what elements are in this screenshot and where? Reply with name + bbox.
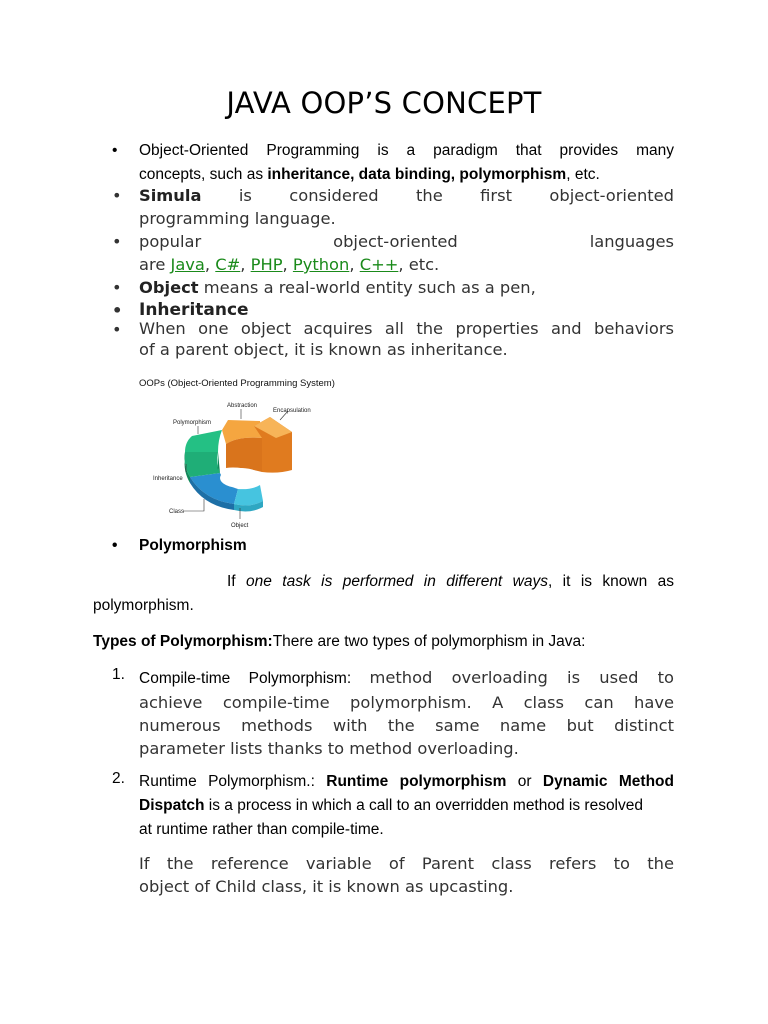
text-line [93,570,674,594]
bullet-icon: • [112,232,122,251]
text-line: at runtime rather than compile-time. [139,821,384,838]
separator: , [240,255,251,274]
separator: , [204,255,216,274]
bold-text: Polymorphism [139,537,247,554]
bold-text: Object [139,278,199,297]
text-line: of a parent object, it is known as inheritance. [139,340,508,359]
bullet-icon: • [112,278,122,297]
text: Runtime Polymorphism.: [139,773,327,790]
text-line: numerous methods with the same name but distinct [139,716,674,735]
ring-segment-polymorphism [185,430,222,452]
bold-text: Dynamic Method [542,773,674,790]
bold-text: Simula [139,186,202,205]
list-number: 1. [112,666,125,683]
link-php[interactable]: PHP [250,255,283,274]
link-java[interactable]: Java [170,255,205,274]
text: Compile-time Polymorphism: [139,670,370,687]
bullet-icon: • [112,301,123,320]
list-item-polymorphism [139,534,674,558]
text: means a real-world entity such as a pen, [198,278,536,297]
link-cpp[interactable]: C++ [359,255,399,274]
list-item-inheritance-definition [139,318,674,360]
page-title: JAVA OOP’S CONCEPT [226,86,542,120]
label-object: Object [231,523,249,529]
text-line [139,276,674,299]
text-line [139,184,674,207]
text: method overloading is used to [369,668,674,687]
ring-hole [220,468,262,488]
label-abstraction: Abstraction [227,403,258,409]
text: is a process in which a call to an overridden method is resolved [204,797,643,814]
text-line [139,253,674,276]
numbered-item-compile-time [139,666,674,760]
paragraph-types [93,630,693,654]
bullet-icon: • [112,320,122,339]
bold-text: Inheritance [139,300,249,320]
ring-segment-object [234,485,263,505]
bold-text: Dispatch [139,797,205,814]
text: There are two types of polymorphism in Java: [272,633,586,650]
bullet-icon: • [112,537,118,554]
label-class: Class [169,509,185,515]
italic-text: one task is performed in different ways [246,573,548,590]
link-csharp[interactable]: C# [215,255,241,274]
list-item-simula [139,184,674,230]
text: or [506,773,543,790]
text-line [139,794,674,818]
text-line: object of Child class, it is known as upcasting. [139,877,514,896]
bullet-icon: • [112,142,118,159]
text: If [227,573,247,590]
label-polymorphism: Polymorphism [173,420,212,426]
text-line: parameter lists thanks to method overloading. [139,739,519,758]
paragraph-polymorphism-definition [93,570,674,618]
bold-text: Runtime polymorphism [326,773,507,790]
text-line: Object-Oriented Programming is a paradigm that provides many [139,142,674,159]
text: concepts, such as [139,166,268,183]
text-line [139,770,674,794]
text: , etc. [566,166,600,183]
list-item-object [139,276,674,299]
label-encapsulation: Encapsulation [273,408,311,414]
text-line: achieve compile-time polymorphism. A class can have [139,693,674,712]
list-item-oop-definition [139,139,674,187]
text-line [139,666,674,691]
bold-text: Types of Polymorphism: [93,633,273,650]
leader-line [183,499,204,511]
text-line: popular object-oriented languages [139,232,674,251]
link-python[interactable]: Python [292,255,350,274]
text: is considered the first object-oriented [201,186,674,205]
text-line: polymorphism. [93,597,194,614]
separator: , [349,255,360,274]
text-line: programming language. [139,209,336,228]
bold-text: inheritance, data binding, polymorphism [267,166,567,183]
oops-diagram [138,374,350,532]
separator: , [282,255,293,274]
bullet-icon: • [112,186,122,205]
numbered-item-runtime [139,770,674,842]
text: , it is known as [547,573,675,590]
ring-segment-inheritance [185,452,220,477]
oops-ring-chart [138,374,350,532]
list-number: 2. [112,770,125,787]
paragraph-upcasting [139,852,674,898]
ring-segment-abstraction-side [226,438,262,472]
text-line: When one object acquires all the properties and behaviors [139,319,674,338]
text: are [139,255,171,274]
text-line: If the reference variable of Parent class refers to the [139,854,674,873]
list-item-popular-languages [139,230,674,276]
label-inheritance: Inheritance [153,476,183,482]
diagram-title: OOPs (Object-Oriented Programming System) [139,378,335,389]
text: , etc. [398,255,440,274]
